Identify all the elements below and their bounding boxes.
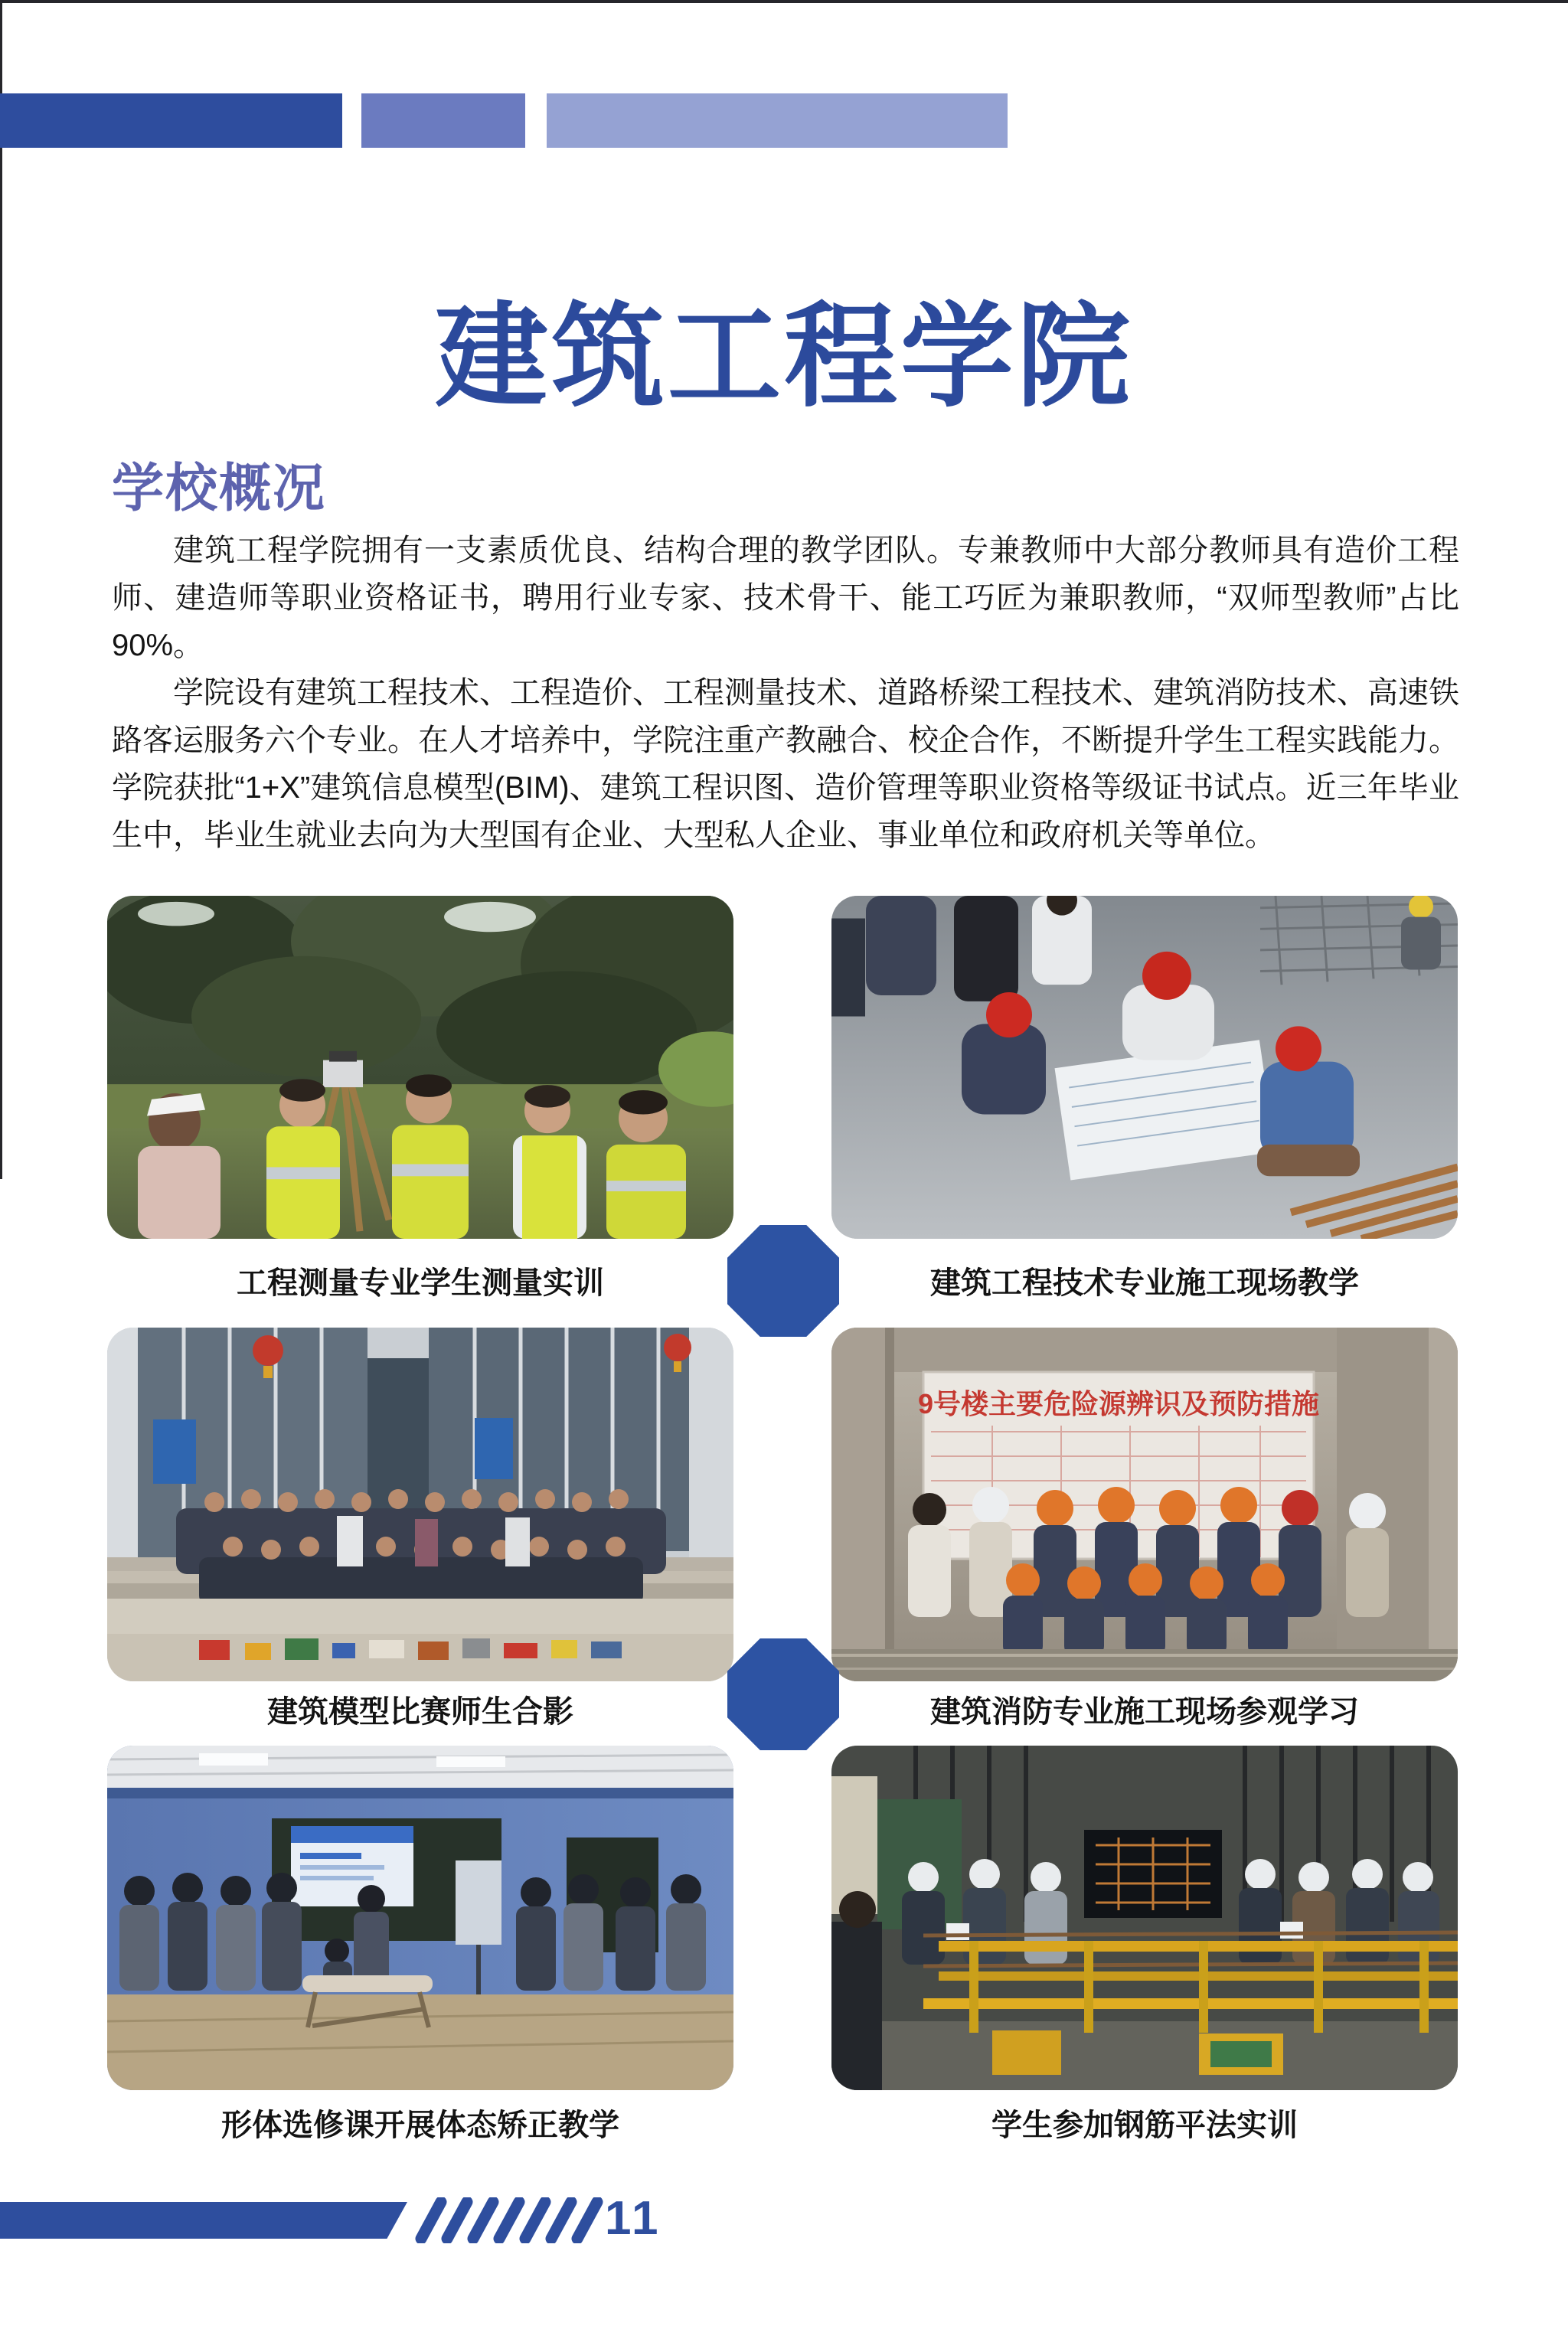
header-bar-dark [0,93,342,148]
photo-caption-site-teaching: 建筑工程技术专业施工现场教学 [930,1266,1359,1300]
photo-model-contest-illustration [107,1328,733,1681]
footer-bar [0,2202,407,2239]
photo-caption-posture-class: 形体选修课开展体态矫正教学 [221,2109,619,2142]
page-top-edge-line [0,0,1568,3]
photo-model-contest-group [107,1328,733,1681]
octagon-divider-1 [727,1225,839,1337]
photo-caption-fire-safety: 建筑消防专业施工现场参观学习 [930,1695,1359,1729]
photo-posture-class-illustration [107,1746,733,2090]
page-left-edge-line [0,0,2,1179]
page-title: 建筑工程学院 [435,294,1133,420]
photo-caption-surveying: 工程测量专业学生测量实训 [237,1266,604,1300]
photo-surveying-training [107,896,733,1239]
octagon-divider-2 [727,1638,839,1750]
intro-text-block [112,527,1459,859]
photo-rebar-training [831,1746,1458,2090]
photo-caption-model-contest: 建筑模型比赛师生合影 [267,1695,573,1729]
header-bar-medium [361,93,525,148]
photo-posture-class [107,1746,733,2090]
photo-site-teaching [831,896,1458,1239]
photo-fire-safety-visit [831,1328,1458,1681]
footer-slashes-icon [412,2197,603,2243]
page-number: 11 [605,2192,662,2245]
intro-paragraph-2: 学院设有建筑工程技术、工程造价、工程测量技术、道路桥梁工程技术、建筑消防技术、高速铁路客运服务六个专业。在人才培养中，学院注重产教融合、校企合作，不断提升学生工程实践能力。学院获批“1+X”建筑信息模型(BIM)、建筑工程识图、造价管理等职业资格等级证书试点。近三年毕业生中，毕业生就业去向为大型国有企业、大型私人企业、事业单位和政府机关等单位。 [112,676,1459,852]
header-bar-light [547,93,1008,148]
photo-surveying-illustration [107,896,733,1239]
photo-site-teaching-illustration [831,896,1458,1239]
section-heading: 学校概况 [112,459,327,518]
photo-fire-safety-illustration [831,1328,1458,1681]
photo-caption-rebar-training: 学生参加钢筋平法实训 [991,2109,1298,2142]
photo-banner-text: 9号楼主要危险源辨识及预防措施 [917,1388,1320,1419]
photo-rebar-training-illustration [831,1746,1458,2090]
intro-paragraph-1: 建筑工程学院拥有一支素质优良、结构合理的教学团队。专兼教师中大部分教师具有造价工程师、建造师等职业资格证书，聘用行业专家、技术骨干、能工巧匠为兼职教师，“双师型教师”占比90%。 [112,534,1459,662]
